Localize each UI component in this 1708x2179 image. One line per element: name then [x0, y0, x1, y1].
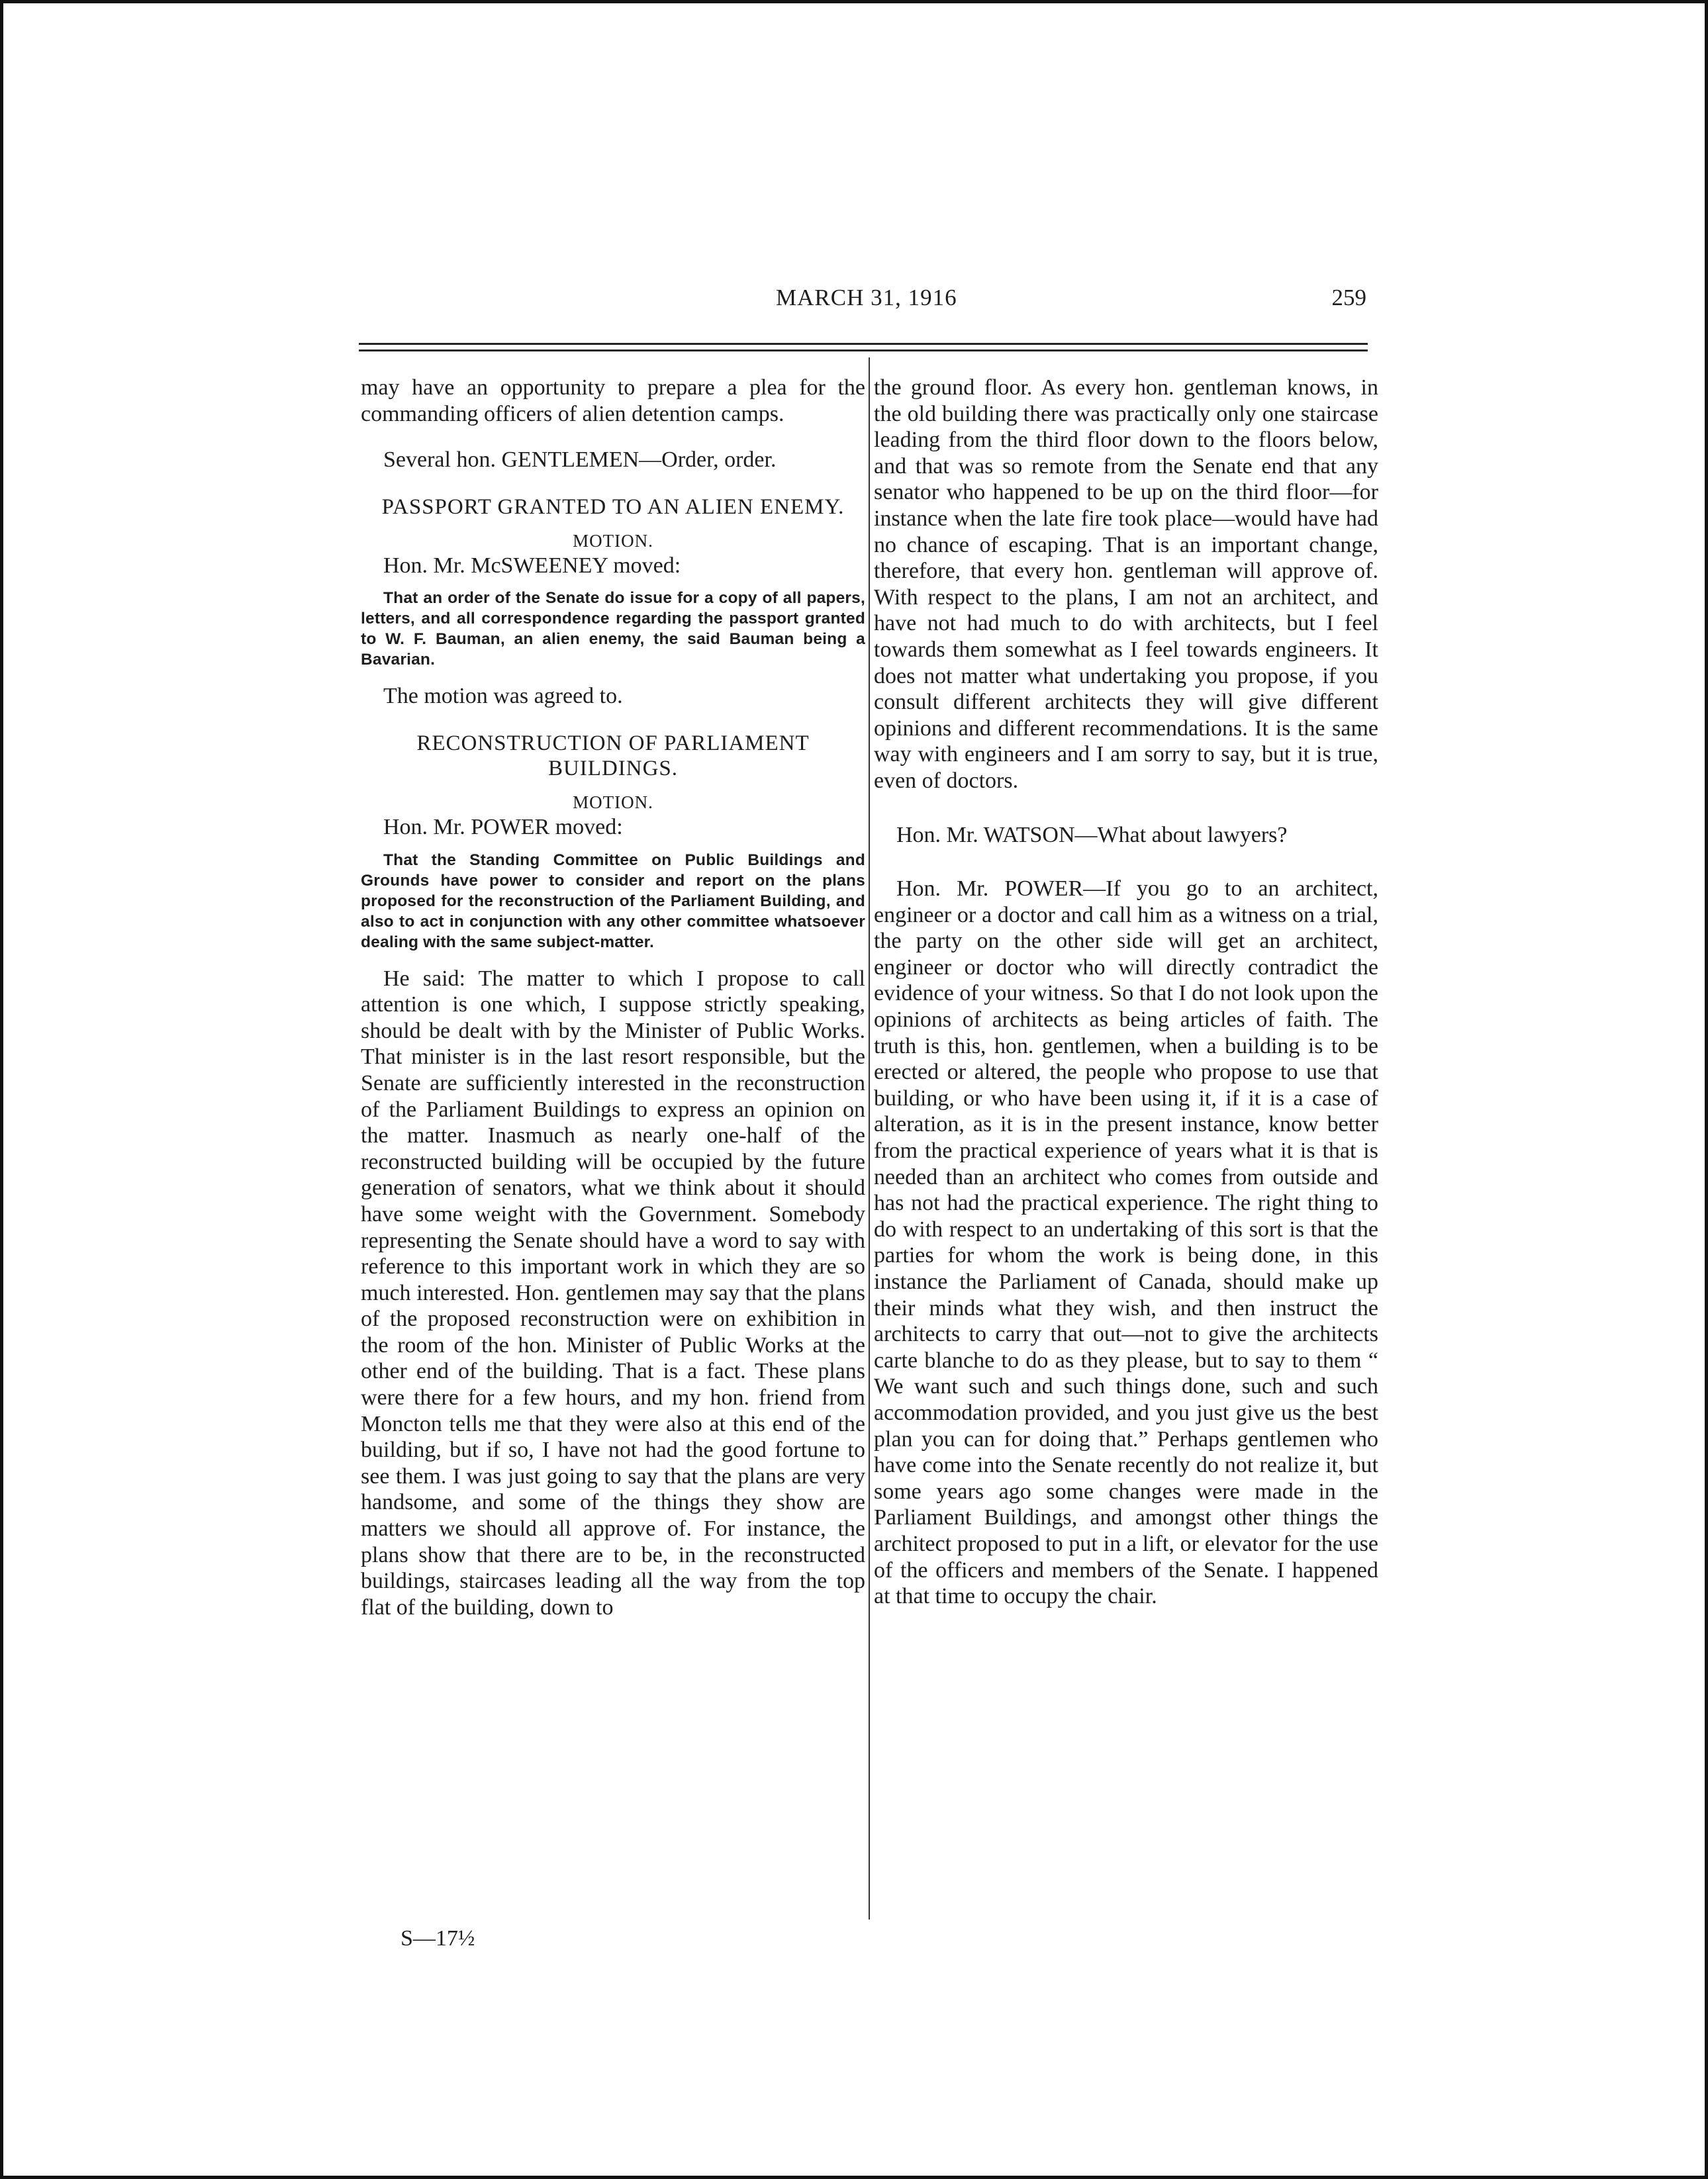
section-heading-reconstruction: RECONSTRUCTION OF PARLIAMENT BUILDINGS. — [416, 731, 810, 780]
speech-paragraph: He said: The matter to which I propose to call attention is one which, I suppose strictly speaking, should be dealt with by the Minister of Public Works. That minister is in the last resort responsible, but the Senate are sufficiently interested in the reconstruction of the Parliament Buildings to express an opinion on the matter. Inasmuch as nearly one-half of the reconstructed building will be occupied by the future generation of senators, what we think about it should have some weight with the Government. Somebody representing the Senate should have a word to say with reference to this important work in which they are so much interested. Hon. gentlemen may say that the plans of the proposed reconstruction were on exhibition in the room of the hon. Minister of Public Works at the other end of the building. That is a fact. These plans were there for a few hours, and my hon. friend from Moncton tells me that they were also at this end of the building, but if so, I have not had the good fortune to see them. I was just going to say that the plans are very handsome, and some of the things they show are matters we should all approve of. For instance, the plans show that there are to be, in the reconstructed buildings, staircases leading all the way from the top flat of the building, down to — [361, 966, 865, 1620]
page-number: 259 — [1331, 285, 1366, 310]
left-column — [361, 375, 865, 1620]
motion-text: That an order of the Senate do issue for a copy of all papers, letters, and all correspondence regarding the passport granted to W. F. Bauman, an alien enemy, the said Bauman being a Bavarian. — [361, 589, 865, 669]
section-subheading-motion: MOTION. — [573, 530, 653, 551]
moved-line: Hon. Mr. McSWEENEY moved: — [383, 553, 681, 578]
running-head — [359, 285, 1366, 324]
header-rule-top — [359, 343, 1368, 345]
paragraph-continuation: may have an opportunity to prepare a plea for the commanding officers of alien detention camps. — [361, 375, 865, 426]
paragraph-continuation: the ground floor. As every hon. gentleman knows, in the old building there was practically only one staircase leading from the third floor down to the floors below, and that was so remote from the Senate end that any senator who happened to be up on the third floor—for instance when the late fire took place—would have had no chance of escaping. That is an important change, therefore, that every hon. gentleman will approve of. With respect to the plans, I am not an architect, and have not had much to do with architects, but I feel towards them somewhat as I feel towards engineers. It does not matter what undertaking you propose, if you consult different architects they will give different opinions and different recommendations. It is the same way with engineers and I am sorry to say, but it is true, even of doctors. — [874, 375, 1378, 793]
footer-signature-mark: S—17½ — [401, 1926, 475, 1951]
moved-line: Hon. Mr. POWER moved: — [383, 814, 623, 839]
paragraph-agreed: The motion was agreed to. — [383, 684, 623, 709]
right-column — [874, 375, 1378, 1610]
header-rule-bottom — [359, 349, 1368, 351]
section-heading-passport: PASSPORT GRANTED TO AN ALIEN ENEMY. — [381, 494, 845, 519]
section-subheading-motion: MOTION. — [573, 792, 653, 812]
paragraph-power: Hon. Mr. POWER—If you go to an architect, engineer or a doctor and call him as a witness on a trial, the party on the other side will get an architect, engineer or doctor who will directly contradict the evidence of your witness. So that I do not look upon the opinions of architects as being articles of faith. The truth is this, hon. gentlemen, when a building is to be erected or altered, the people who propose to use that building, or who have been using it, if it is a case of alteration, as it is in the present instance, know better from the practical experience of years what it is that is needed than an architect who comes from outside and has not had the practical experience. The right thing to do with respect to an undertaking of this sort is that the parties for whom the work is being done, in this instance the Parliament of Canada, should make up their minds what they wish, and then instruct the architects to carry that out—not to give the architects carte blanche to do as they please, but to say to them “ We want such and such things done, such and such accommodation provided, and you just give us the best plan you can for doing that.” Perhaps gentlemen who have come into the Senate recently do not realize it, but some years ago some changes were made in the Parliament Buildings, and amongst other things the architect proposed to put in a lift, or elevator for the use of the officers and members of the Senate. I happened at that time to occupy the chair. — [874, 876, 1378, 1609]
motion-text: That the Standing Committee on Public Buildings and Grounds have power to consider and report on the plans proposed for the reconstruction of the Parliament Building, and also to act in conjunction with any other committee whatsoever dealing with the same subject-matter. — [361, 851, 865, 951]
paragraph-watson: Hon. Mr. WATSON—What about lawyers? — [896, 822, 1288, 847]
paragraph-order: Several hon. GENTLEMEN—Order, order. — [383, 447, 777, 473]
running-head-date: MARCH 31, 1916 — [776, 285, 957, 310]
column-divider — [869, 357, 870, 1920]
